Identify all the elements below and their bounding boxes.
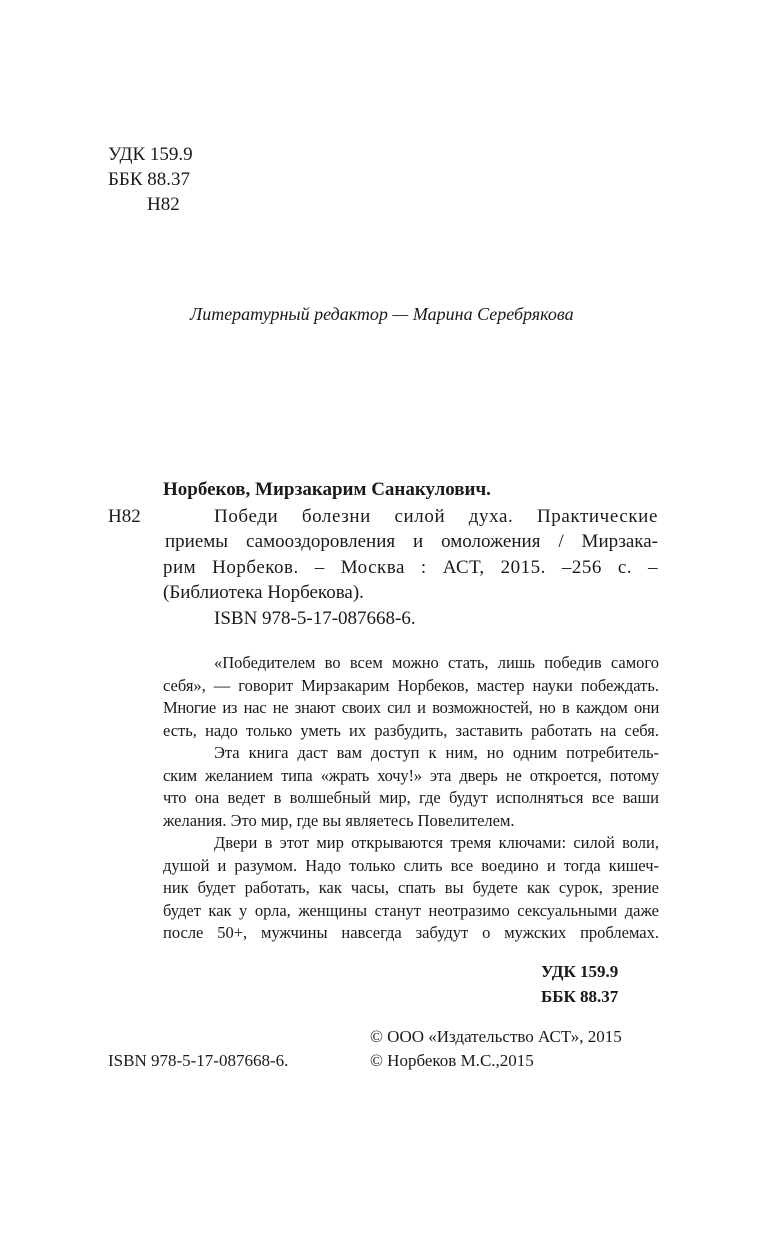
author-mark: Н82 <box>147 194 180 215</box>
annotation-line: что она ведет в волшебный мир, где будут исполняться все ваши <box>163 788 659 807</box>
footer-bbk: ББК 88.37 <box>541 987 619 1006</box>
bib-line: Победи болезни силой духа. Практические <box>214 506 658 527</box>
annotation-line: ник будет работать, как часы, спать вы будете как сурок, зрение <box>163 878 659 897</box>
annotation-line: себя», — говорит Мирзакарим Норбеков, мастер науки побеждать. <box>163 676 659 695</box>
copyright-publisher: © ООО «Издательство АСТ», 2015 <box>370 1027 622 1046</box>
bib-line: (Библиотека Норбекова). <box>163 582 364 603</box>
annotation-line: есть, надо только уметь их разбудить, заставить работать на себя. <box>163 721 659 740</box>
udk-code: УДК 159.9 <box>108 144 193 165</box>
annotation-line: желания. Это мир, где вы являетесь Повелителем. <box>163 811 515 830</box>
bib-code: Н82 <box>108 506 141 527</box>
annotation-line: ским желанием типа «жрать хочу!» эта дверь не откроется, потому <box>163 766 659 785</box>
bib-line: рим Норбеков. – Москва : АСТ, 2015. –256 с. – <box>163 557 658 578</box>
annotation-line: после 50+, мужчины навсегда забудут о мужских проблемах. <box>163 923 659 942</box>
bbk-code: ББК 88.37 <box>108 169 190 190</box>
bib-isbn: ISBN 978-5-17-087668-6. <box>214 608 416 629</box>
footer-udk: УДК 159.9 <box>541 962 619 981</box>
annotation-line: Двери в этот мир открываются тремя ключами: силой воли, <box>214 833 659 852</box>
literary-editor: Литературный редактор — Марина Серебрякова <box>190 304 574 324</box>
bib-line: приемы самооздоровления и омоложения / Мирзака- <box>165 531 658 552</box>
annotation-line: душой и разумом. Надо только слить все воедино и тогда кишеч- <box>163 856 659 875</box>
isbn-bottom: ISBN 978-5-17-087668-6. <box>108 1051 289 1070</box>
annotation-line: будет как у орла, женщины станут неотразимо сексуальными даже <box>163 901 659 920</box>
annotation-line: Эта книга даст вам доступ к ним, но одним потребитель- <box>214 743 659 762</box>
annotation-line: Многие из нас не знают своих сил и возможностей, но в каждом они <box>163 698 659 717</box>
bib-author: Норбеков, Мирзакарим Санакулович. <box>163 479 491 500</box>
copyright-author: © Норбеков М.С.,2015 <box>370 1051 534 1070</box>
annotation-line: «Победителем во всем можно стать, лишь победив самого <box>214 653 659 672</box>
